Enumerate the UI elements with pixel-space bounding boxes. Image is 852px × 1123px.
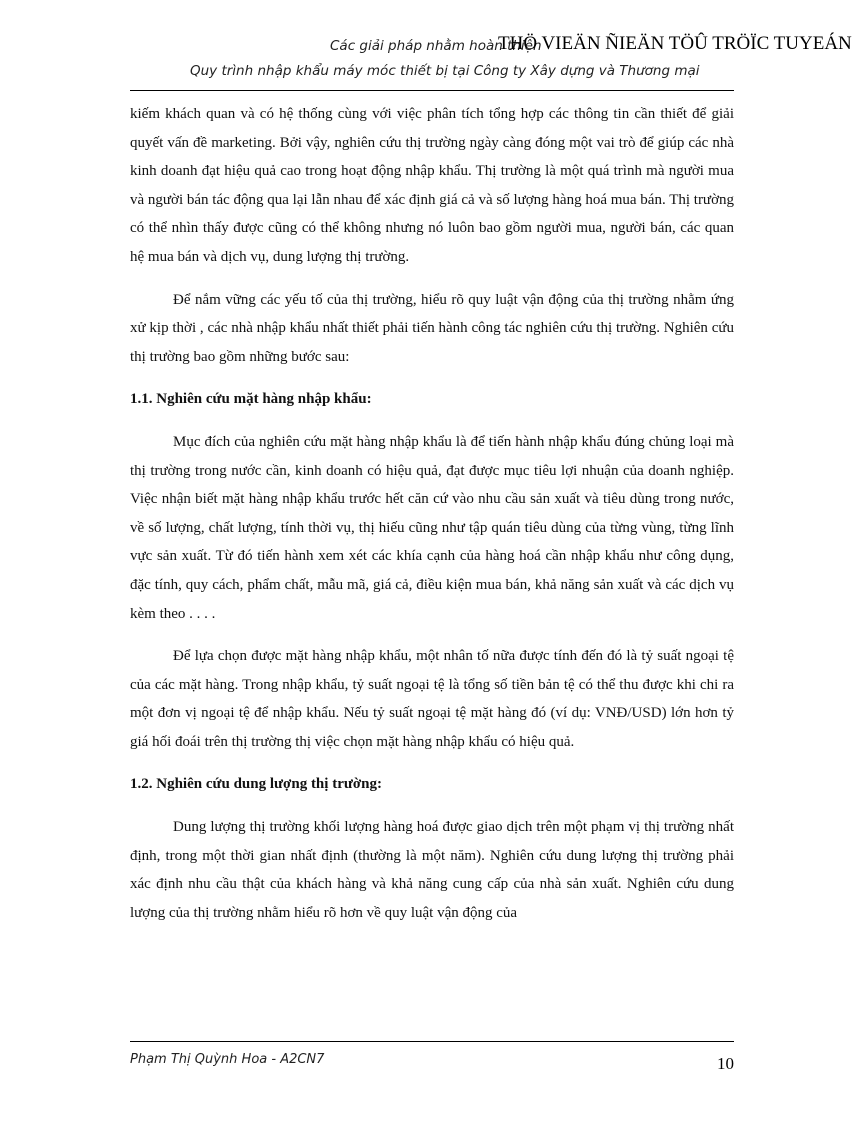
header-title-line2: Quy trình nhập khẩu máy móc thiết bị tại Công ty Xây dựng và Thương mại <box>190 63 700 79</box>
paragraph-3: Mục đích của nghiên cứu mặt hàng nhập khẩu là để tiến hành nhập khẩu đúng chủng loại mà thị trường trong nước cần, kinh doanh có hiệu quả, đạt được mục tiêu lợi nhuận của doanh nghiệp. Việc nhận biết mặt hàng nhập khẩu trước hết căn cứ vào nhu cầu sản xuất và tiêu dùng trong nước, về số lượng, chất lượng, tính thời vụ, thị hiếu cũng như tập quán tiêu dùng của từng vùng, từng lĩnh vực sản xuất. Từ đó tiến hành xem xét các khía cạnh của hàng hoá cần nhập khẩu như công dụng, đặc tính, quy cách, phẩm chất, mẫu mã, giá cả, điều kiện mua bán, khả năng sản xuất và các dịch vụ kèm theo . . . . <box>130 433 734 622</box>
section-heading-1-2: 1.2. Nghiên cứu dung lượng thị trường: <box>130 776 382 793</box>
footer-author: Phạm Thị Quỳnh Hoa - A2CN7 <box>130 1052 325 1067</box>
body-text <box>130 100 734 941</box>
paragraph-5: Dung lượng thị trường khối lượng hàng hoá được giao dịch trên một phạm vị thị trường nhất định, trong một thời gian nhất định (thường là một năm). Nghiên cứu dung lượng thị trường phải xác định nhu cầu thật của khách hàng và khả năng cung cấp của nhà sản xuất. Nghiên cứu dung lượng của thị trường nhằm hiểu rõ hơn về quy luật vận động của <box>130 819 734 921</box>
header-watermark: THÖ VIEÄN ÑIEÄN TÖÛ TRÖÏC TUYEÁN <box>498 33 852 54</box>
paragraph-2: Để nắm vững các yếu tố của thị trường, hiểu rõ quy luật vận động của thị trường nhằm ứng xử kịp thời , các nhà nhập khẩu nhất thiết phải tiến hành công tác nghiên cứu thị trường. Nghiên cứu thị trường bao gồm những bước sau: <box>130 291 734 365</box>
paragraph-4: Để lựa chọn được mặt hàng nhập khẩu, một nhân tố nữa được tính đến đó là tỷ suất ngoại tệ của các mặt hàng. Trong nhập khẩu, tỷ suất ngoại tệ là tổng số tiền bản tệ có thể thu được khi chi ra một đơn vị ngoại tệ để nhập khẩu. Nếu tỷ suất ngoại tệ mặt hàng đó (ví dụ: VNĐ/USD) lớn hơn tỷ giá hối đoái trên thị trường thị việc chọn mặt hàng nhập khẩu có hiệu quả. <box>130 648 734 750</box>
paragraph-1: kiếm khách quan và có hệ thống cùng với việc phân tích tổng hợp các thông tin cần thiết để giải quyết vấn đề marketing. Bởi vậy, nghiên cứu thị trường ngày càng đóng một vai trò để giúp các nhà kinh doanh đạt hiệu quả cao trong hoạt động nhập khẩu. Thị trường là một quá trình mà người mua và người bán tác động qua lại lẫn nhau để xác định giá cả và số lượng hàng hoá mua bán. Thị trường có thể nhìn thấy được cũng có thể không nhưng nó luôn bao gồm người mua, người bán, các quan hệ mua bán và dịch vụ, dung lượng thị trường. <box>130 106 734 265</box>
header-divider <box>130 90 734 91</box>
footer-divider <box>130 1041 734 1042</box>
section-heading-1-1: 1.1. Nghiên cứu mặt hàng nhập khẩu: <box>130 391 372 408</box>
header-title-line1: Các giải pháp nhằm hoàn thiện <box>330 38 542 54</box>
page-number: 10 <box>717 1054 734 1073</box>
